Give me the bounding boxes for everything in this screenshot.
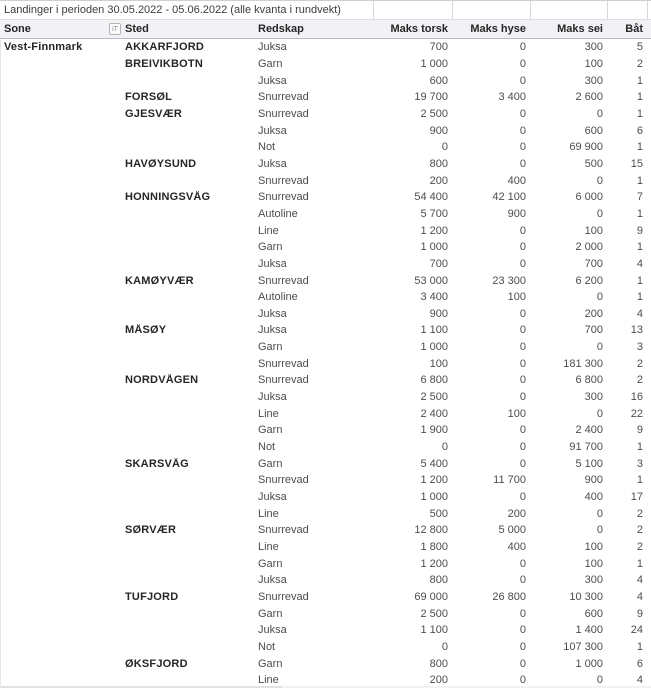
table-row[interactable] [0, 189, 651, 206]
cell-hyse: 0 [519, 141, 526, 154]
table-row[interactable] [0, 639, 651, 656]
cell-hyse: 0 [519, 357, 526, 370]
cell-sei: 5 100 [575, 457, 603, 470]
cell-redskap: Line [258, 224, 279, 237]
table-row[interactable] [0, 589, 651, 606]
cell-bat: 4 [636, 574, 643, 587]
cell-hyse: 0 [519, 224, 526, 237]
table-row[interactable] [0, 505, 651, 522]
cell-redskap: Snurrevad [258, 191, 309, 204]
cell-torsk: 700 [429, 41, 448, 54]
cell-bat: 1 [636, 174, 643, 187]
cell-torsk: 2 500 [420, 607, 448, 620]
cell-torsk: 1 200 [420, 557, 448, 570]
cell-hyse: 26 800 [492, 590, 526, 603]
table-row[interactable] [0, 272, 651, 289]
cell-bat: 4 [636, 257, 643, 270]
cell-redskap: Garn [258, 57, 283, 70]
cell-sted: NORDVÅGEN [125, 374, 199, 387]
cell-sei: 1 000 [575, 657, 603, 670]
cell-hyse: 0 [519, 557, 526, 570]
cell-redskap: Not [258, 640, 276, 653]
cell-hyse: 0 [519, 441, 526, 454]
cell-redskap: Juksa [258, 157, 287, 170]
cell-redskap: Snurrevad [258, 107, 309, 120]
column-headers [0, 20, 651, 39]
cell-hyse: 400 [507, 541, 526, 554]
cell-sted: HONNINGSVÅG [125, 191, 211, 204]
cell-sei: 181 300 [563, 357, 603, 370]
cell-bat: 22 [630, 407, 643, 420]
cell-torsk: 200 [429, 174, 448, 187]
cell-sted: ØKSFJORD [125, 657, 188, 670]
cell-bat: 6 [636, 124, 643, 137]
cell-torsk: 700 [429, 257, 448, 270]
cell-torsk: 1 100 [420, 324, 448, 337]
cell-torsk: 600 [429, 74, 448, 87]
table-row[interactable] [0, 439, 651, 456]
table-row[interactable] [0, 56, 651, 73]
cell-hyse: 0 [519, 607, 526, 620]
cell-sted: AKKARFJORD [125, 41, 204, 54]
cell-sei: 2 600 [575, 91, 603, 104]
cell-bat: 4 [636, 674, 643, 687]
cell-redskap: Garn [258, 241, 283, 254]
cell-hyse: 0 [519, 41, 526, 54]
cell-hyse: 0 [519, 341, 526, 354]
title-column-separator [607, 1, 608, 19]
header-maks-torsk[interactable]: Maks torsk [390, 23, 448, 35]
cell-sei: 0 [596, 174, 603, 187]
cell-hyse: 0 [519, 124, 526, 137]
cell-sei: 700 [584, 257, 603, 270]
table-row[interactable] [0, 122, 651, 139]
cell-hyse: 0 [519, 307, 526, 320]
cell-torsk: 1 000 [420, 57, 448, 70]
table-row[interactable] [0, 322, 651, 339]
cell-hyse: 0 [519, 324, 526, 337]
cell-redskap: Not [258, 141, 276, 154]
cell-sei: 900 [584, 474, 603, 487]
cell-bat: 2 [636, 57, 643, 70]
cell-torsk: 0 [441, 141, 448, 154]
cell-sei: 0 [596, 507, 603, 520]
table-row[interactable] [0, 306, 651, 323]
title-column-separator [452, 1, 453, 19]
cell-hyse: 0 [519, 57, 526, 70]
title-column-separator [530, 1, 531, 19]
cell-sei: 1 400 [575, 624, 603, 637]
cell-torsk: 69 000 [414, 590, 448, 603]
cell-bat: 5 [636, 41, 643, 54]
cell-torsk: 800 [429, 157, 448, 170]
cell-redskap: Garn [258, 341, 283, 354]
cell-redskap: Garn [258, 557, 283, 570]
cell-hyse: 23 300 [492, 274, 526, 287]
cell-sei: 0 [596, 341, 603, 354]
table-row[interactable] [0, 256, 651, 273]
cell-redskap: Juksa [258, 574, 287, 587]
cell-bat: 16 [630, 391, 643, 404]
table-row[interactable] [0, 289, 651, 306]
cell-redskap: Snurrevad [258, 374, 309, 387]
table-row[interactable] [0, 389, 651, 406]
cell-torsk: 200 [429, 674, 448, 687]
table-row[interactable] [0, 455, 651, 472]
cell-redskap: Snurrevad [258, 524, 309, 537]
cell-hyse: 0 [519, 574, 526, 587]
cell-sted: TUFJORD [125, 590, 179, 603]
cell-sted: KAMØYVÆR [125, 274, 194, 287]
cell-torsk: 5 400 [420, 457, 448, 470]
table-row[interactable] [0, 106, 651, 123]
cell-torsk: 1 000 [420, 241, 448, 254]
cell-sei: 0 [596, 107, 603, 120]
cell-sted: BREIVIKBOTN [125, 57, 203, 70]
cell-sei: 91 700 [569, 441, 603, 454]
cell-hyse: 0 [519, 374, 526, 387]
cell-torsk: 1 000 [420, 491, 448, 504]
cell-sei: 2 000 [575, 241, 603, 254]
cell-bat: 1 [636, 274, 643, 287]
cell-redskap: Line [258, 507, 279, 520]
cell-bat: 1 [636, 474, 643, 487]
cell-bat: 1 [636, 557, 643, 570]
cell-redskap: Juksa [258, 624, 287, 637]
cell-sei: 0 [596, 207, 603, 220]
cell-sei: 300 [584, 574, 603, 587]
table-row[interactable] [0, 522, 651, 539]
header-bat[interactable]: Båt [625, 23, 643, 35]
cell-redskap: Juksa [258, 491, 287, 504]
cell-hyse: 400 [507, 174, 526, 187]
table-row[interactable] [0, 472, 651, 489]
table-row[interactable] [0, 405, 651, 422]
cell-redskap: Autoline [258, 291, 298, 304]
cell-torsk: 53 000 [414, 274, 448, 287]
cell-torsk: 1 100 [420, 624, 448, 637]
cell-torsk: 5 700 [420, 207, 448, 220]
table-row[interactable] [0, 139, 651, 156]
cell-sei: 69 900 [569, 141, 603, 154]
cell-bat: 1 [636, 74, 643, 87]
table-row[interactable] [0, 355, 651, 372]
table-row[interactable] [0, 422, 651, 439]
cell-bat: 2 [636, 357, 643, 370]
cell-sei: 6 200 [575, 274, 603, 287]
table-body [0, 39, 651, 688]
cell-sone: Vest-Finnmark [4, 41, 83, 54]
cell-hyse: 0 [519, 640, 526, 653]
cell-bat: 6 [636, 657, 643, 670]
report-title-row [0, 1, 651, 20]
cell-hyse: 100 [507, 291, 526, 304]
cell-torsk: 0 [441, 441, 448, 454]
cell-bat: 1 [636, 291, 643, 304]
cell-sted: FORSØL [125, 91, 173, 104]
cell-sei: 10 300 [569, 590, 603, 603]
header-sone[interactable]: Sone [4, 23, 31, 35]
cell-redskap: Snurrevad [258, 357, 309, 370]
cell-torsk: 1 900 [420, 424, 448, 437]
report-title: Landinger i perioden 30.05.2022 - 05.06.2022 (alle kvanta i rundvekt) [4, 4, 341, 16]
cell-torsk: 1 000 [420, 341, 448, 354]
cell-torsk: 1 800 [420, 541, 448, 554]
table-row[interactable] [0, 539, 651, 556]
cell-redskap: Not [258, 441, 276, 454]
cell-sted: HAVØYSUND [125, 157, 197, 170]
cell-redskap: Garn [258, 424, 283, 437]
cell-sei: 200 [584, 307, 603, 320]
title-column-separator [373, 1, 374, 19]
cell-hyse: 0 [519, 657, 526, 670]
cell-bat: 2 [636, 507, 643, 520]
cell-torsk: 2 500 [420, 107, 448, 120]
header-redskap[interactable]: Redskap [258, 23, 304, 35]
table-row[interactable] [0, 239, 651, 256]
cell-sted: MÅSØY [125, 324, 167, 337]
cell-sei: 600 [584, 124, 603, 137]
cell-sei: 6 800 [575, 374, 603, 387]
cell-sei: 500 [584, 157, 603, 170]
cell-sei: 100 [584, 557, 603, 570]
cell-sei: 0 [596, 407, 603, 420]
cell-hyse: 0 [519, 391, 526, 404]
table-row[interactable] [0, 206, 651, 223]
cell-hyse: 0 [519, 74, 526, 87]
cell-bat: 24 [630, 624, 643, 637]
cell-hyse: 0 [519, 457, 526, 470]
cell-bat: 9 [636, 224, 643, 237]
cell-torsk: 0 [441, 640, 448, 653]
table-row[interactable] [0, 555, 651, 572]
cell-bat: 7 [636, 191, 643, 204]
cell-bat: 9 [636, 607, 643, 620]
cell-torsk: 800 [429, 574, 448, 587]
cell-redskap: Juksa [258, 391, 287, 404]
cell-torsk: 3 400 [420, 291, 448, 304]
cell-hyse: 5 000 [498, 524, 526, 537]
table-row[interactable] [0, 172, 651, 189]
cell-hyse: 0 [519, 624, 526, 637]
header-maks-hyse[interactable]: Maks hyse [470, 23, 526, 35]
cell-hyse: 0 [519, 424, 526, 437]
table-row[interactable] [0, 39, 651, 56]
cell-redskap: Line [258, 407, 279, 420]
cell-torsk: 800 [429, 657, 448, 670]
cell-hyse: 0 [519, 491, 526, 504]
table-row[interactable] [0, 89, 651, 106]
cell-redskap: Autoline [258, 207, 298, 220]
cell-torsk: 19 700 [414, 91, 448, 104]
cell-bat: 1 [636, 640, 643, 653]
cell-bat: 1 [636, 207, 643, 220]
cell-redskap: Juksa [258, 74, 287, 87]
cell-bat: 4 [636, 307, 643, 320]
cell-sei: 300 [584, 391, 603, 404]
cell-redskap: Line [258, 541, 279, 554]
table-row[interactable] [0, 156, 651, 173]
cell-redskap: Snurrevad [258, 590, 309, 603]
cell-torsk: 100 [429, 357, 448, 370]
table-row[interactable] [0, 572, 651, 589]
text-filter-icon[interactable]: iT [109, 23, 121, 35]
cell-sted: SKARSVÅG [125, 457, 189, 470]
table-row[interactable] [0, 489, 651, 506]
cell-torsk: 500 [429, 507, 448, 520]
cell-bat: 1 [636, 141, 643, 154]
cell-torsk: 900 [429, 307, 448, 320]
cell-redskap: Snurrevad [258, 91, 309, 104]
cell-bat: 1 [636, 91, 643, 104]
cell-torsk: 6 800 [420, 374, 448, 387]
cell-redskap: Juksa [258, 257, 287, 270]
table-row[interactable] [0, 655, 651, 672]
cell-redskap: Snurrevad [258, 474, 309, 487]
cell-hyse: 0 [519, 257, 526, 270]
table-row[interactable] [0, 222, 651, 239]
table-row[interactable] [0, 339, 651, 356]
cell-hyse: 11 700 [493, 474, 526, 487]
cell-bat: 9 [636, 424, 643, 437]
cell-torsk: 1 200 [420, 474, 448, 487]
cell-sei: 0 [596, 524, 603, 537]
cell-sei: 0 [596, 291, 603, 304]
cell-bat: 2 [636, 524, 643, 537]
cell-redskap: Juksa [258, 41, 287, 54]
cell-redskap: Juksa [258, 307, 287, 320]
cell-hyse: 0 [519, 107, 526, 120]
cell-bat: 15 [630, 157, 643, 170]
cell-hyse: 0 [519, 674, 526, 687]
cell-sei: 100 [584, 541, 603, 554]
cell-hyse: 0 [519, 157, 526, 170]
cell-hyse: 42 100 [492, 191, 526, 204]
cell-sei: 700 [584, 324, 603, 337]
table-row[interactable] [0, 372, 651, 389]
cell-hyse: 900 [507, 207, 526, 220]
cell-sei: 600 [584, 607, 603, 620]
cell-redskap: Garn [258, 607, 283, 620]
cell-sei: 100 [584, 224, 603, 237]
cell-sei: 6 000 [575, 191, 603, 204]
cell-bat: 17 [630, 491, 643, 504]
cell-redskap: Juksa [258, 124, 287, 137]
cell-sei: 400 [584, 491, 603, 504]
cell-sei: 300 [584, 41, 603, 54]
cell-bat: 3 [636, 341, 643, 354]
cell-redskap: Snurrevad [258, 274, 309, 287]
cell-hyse: 0 [519, 241, 526, 254]
title-column-separator [647, 1, 648, 19]
table-row[interactable] [0, 605, 651, 622]
cell-sei: 0 [596, 674, 603, 687]
cell-bat: 4 [636, 590, 643, 603]
cell-redskap: Garn [258, 657, 283, 670]
cell-torsk: 54 400 [414, 191, 448, 204]
cell-bat: 3 [636, 457, 643, 470]
cell-bat: 1 [636, 107, 643, 120]
cell-redskap: Juksa [258, 324, 287, 337]
cell-sei: 2 400 [575, 424, 603, 437]
cell-redskap: Snurrevad [258, 174, 309, 187]
header-sted[interactable] [107, 23, 255, 35]
cell-torsk: 1 200 [420, 224, 448, 237]
table-row[interactable] [0, 72, 651, 89]
cell-bat: 1 [636, 241, 643, 254]
cell-sei: 107 300 [563, 640, 603, 653]
cell-redskap: Garn [258, 457, 283, 470]
cell-bat: 1 [636, 441, 643, 454]
header-sted-label: Sted [125, 23, 149, 35]
table-row[interactable] [0, 622, 651, 639]
header-maks-sei[interactable]: Maks sei [557, 23, 603, 35]
cell-sei: 100 [584, 57, 603, 70]
cell-torsk: 900 [429, 124, 448, 137]
cell-sei: 300 [584, 74, 603, 87]
cell-torsk: 2 500 [420, 391, 448, 404]
cell-torsk: 12 800 [414, 524, 448, 537]
cell-sted: GJESVÆR [125, 107, 183, 120]
cell-bat: 2 [636, 541, 643, 554]
cell-bat: 2 [636, 374, 643, 387]
cell-hyse: 3 400 [498, 91, 526, 104]
cell-redskap: Line [258, 674, 279, 687]
cell-hyse: 200 [507, 507, 526, 520]
cell-torsk: 2 400 [420, 407, 448, 420]
cell-bat: 13 [630, 324, 643, 337]
cell-sted: SØRVÆR [125, 524, 177, 537]
cell-hyse: 100 [507, 407, 526, 420]
